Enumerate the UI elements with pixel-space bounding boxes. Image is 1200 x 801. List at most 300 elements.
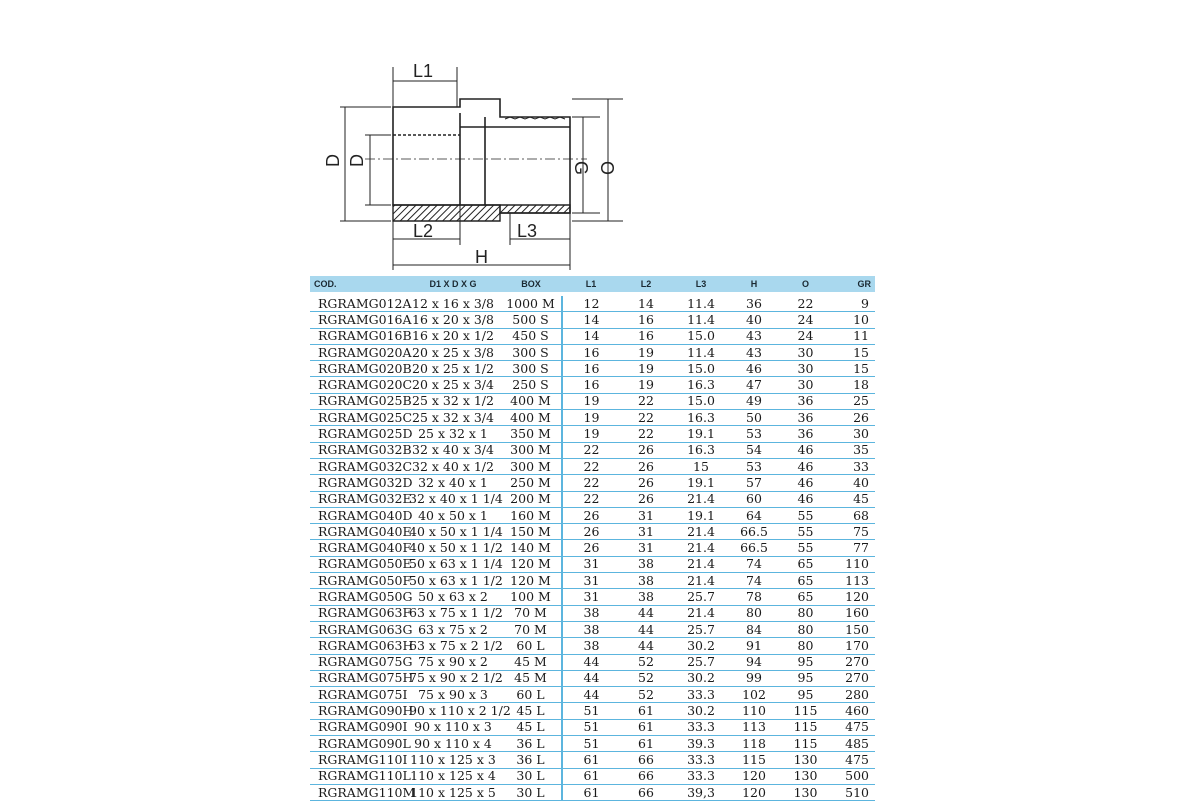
cell-o: 55 <box>778 524 833 540</box>
cell-l1: 16 <box>562 361 620 377</box>
table-row <box>310 687 875 703</box>
table-header-row <box>310 276 875 294</box>
cell-box: 350 M <box>500 426 562 442</box>
cell-l3: 33.3 <box>672 768 730 784</box>
cell-l1: 12 <box>562 294 620 312</box>
cell-l3: 21.4 <box>672 605 730 621</box>
cell-box: 300 S <box>500 361 562 377</box>
cell-l1: 38 <box>562 621 620 637</box>
cell-l3: 33.3 <box>672 719 730 735</box>
label-o: O <box>597 161 617 176</box>
table-row <box>310 638 875 654</box>
table-row <box>310 703 875 719</box>
cell-code: RGRAMG032B <box>310 442 406 458</box>
cell-box: 45 L <box>500 719 562 735</box>
cell-code: RGRAMG110L <box>310 768 406 784</box>
cell-code: RGRAMG040F <box>310 540 406 556</box>
cell-l2: 38 <box>620 573 672 589</box>
cell-gr: 68 <box>833 507 875 523</box>
label-g: G <box>571 161 591 176</box>
cell-o: 30 <box>778 377 833 393</box>
cell-box: 160 M <box>500 507 562 523</box>
cell-gr: 11 <box>833 328 875 344</box>
cell-o: 46 <box>778 458 833 474</box>
cell-l2: 31 <box>620 540 672 556</box>
cell-h: 36 <box>730 294 778 312</box>
cell-dimensions: 25 x 32 x 3/4 <box>406 410 500 426</box>
table-row <box>310 670 875 686</box>
cell-dimensions: 25 x 32 x 1/2 <box>406 393 500 409</box>
cell-h: 54 <box>730 442 778 458</box>
cell-l1: 61 <box>562 784 620 800</box>
cell-box: 45 M <box>500 670 562 686</box>
cell-l3: 11.4 <box>672 294 730 312</box>
cell-h: 43 <box>730 344 778 360</box>
cell-l2: 52 <box>620 687 672 703</box>
cell-gr: 150 <box>833 621 875 637</box>
cell-l1: 38 <box>562 638 620 654</box>
cell-code: RGRAMG025B <box>310 393 406 409</box>
cell-box: 30 L <box>500 784 562 800</box>
cell-dimensions: 75 x 90 x 3 <box>406 687 500 703</box>
table-row <box>310 377 875 393</box>
cell-gr: 10 <box>833 312 875 328</box>
cell-o: 22 <box>778 294 833 312</box>
cell-code: RGRAMG063F <box>310 605 406 621</box>
cell-dimensions: 63 x 75 x 2 <box>406 621 500 637</box>
cell-box: 60 L <box>500 687 562 703</box>
cell-l3: 19.1 <box>672 426 730 442</box>
cell-l2: 61 <box>620 703 672 719</box>
cell-l1: 38 <box>562 605 620 621</box>
cell-box: 250 M <box>500 475 562 491</box>
cell-dimensions: 50 x 63 x 1 1/4 <box>406 556 500 572</box>
cell-l2: 52 <box>620 654 672 670</box>
cell-code: RGRAMG075H <box>310 670 406 686</box>
cell-o: 55 <box>778 540 833 556</box>
cell-code: RGRAMG110M <box>310 784 406 800</box>
cell-l3: 30.2 <box>672 703 730 719</box>
table-row <box>310 524 875 540</box>
cell-l3: 21.4 <box>672 573 730 589</box>
cell-dimensions: 20 x 25 x 3/4 <box>406 377 500 393</box>
cell-h: 120 <box>730 768 778 784</box>
cell-dimensions: 75 x 90 x 2 1/2 <box>406 670 500 686</box>
header-gr: GR <box>833 276 875 294</box>
cell-o: 95 <box>778 654 833 670</box>
cell-l3: 39,3 <box>672 784 730 800</box>
cell-l1: 31 <box>562 556 620 572</box>
cell-l3: 30.2 <box>672 670 730 686</box>
cell-dimensions: 20 x 25 x 1/2 <box>406 361 500 377</box>
cell-box: 400 M <box>500 410 562 426</box>
cell-l3: 25.7 <box>672 654 730 670</box>
cell-dimensions: 20 x 25 x 3/8 <box>406 344 500 360</box>
table-row <box>310 312 875 328</box>
cell-box: 150 M <box>500 524 562 540</box>
cell-code: RGRAMG063G <box>310 621 406 637</box>
table-row <box>310 393 875 409</box>
header-dimensions: D1 X D X G <box>406 276 500 294</box>
cell-o: 80 <box>778 621 833 637</box>
cell-dimensions: 50 x 63 x 2 <box>406 589 500 605</box>
cell-l2: 38 <box>620 589 672 605</box>
cell-box: 300 S <box>500 344 562 360</box>
cell-gr: 75 <box>833 524 875 540</box>
cell-o: 65 <box>778 573 833 589</box>
table-row <box>310 475 875 491</box>
cell-l1: 31 <box>562 589 620 605</box>
cell-code: RGRAMG090L <box>310 736 406 752</box>
specification-table <box>310 276 875 801</box>
cell-code: RGRAMG032C <box>310 458 406 474</box>
cell-box: 300 M <box>500 442 562 458</box>
cell-dimensions: 16 x 20 x 1/2 <box>406 328 500 344</box>
cell-h: 46 <box>730 361 778 377</box>
cell-h: 53 <box>730 458 778 474</box>
cell-gr: 170 <box>833 638 875 654</box>
cell-o: 36 <box>778 410 833 426</box>
cell-l2: 19 <box>620 377 672 393</box>
cell-l2: 66 <box>620 752 672 768</box>
cell-code: RGRAMG040E <box>310 524 406 540</box>
table-row <box>310 719 875 735</box>
cell-l2: 66 <box>620 784 672 800</box>
cell-o: 46 <box>778 442 833 458</box>
cell-code: RGRAMG032E <box>310 491 406 507</box>
cell-l2: 19 <box>620 344 672 360</box>
cell-h: 60 <box>730 491 778 507</box>
cell-dimensions: 110 x 125 x 4 <box>406 768 500 784</box>
cell-box: 120 M <box>500 573 562 589</box>
cell-l3: 16.3 <box>672 442 730 458</box>
cell-l1: 19 <box>562 410 620 426</box>
table-row <box>310 344 875 360</box>
cell-l3: 39.3 <box>672 736 730 752</box>
cell-l2: 52 <box>620 670 672 686</box>
cell-o: 36 <box>778 393 833 409</box>
cell-code: RGRAMG075G <box>310 654 406 670</box>
cell-o: 115 <box>778 703 833 719</box>
cell-gr: 485 <box>833 736 875 752</box>
cell-o: 46 <box>778 475 833 491</box>
table-row <box>310 752 875 768</box>
cell-dimensions: 32 x 40 x 1 1/4 <box>406 491 500 507</box>
cell-gr: 25 <box>833 393 875 409</box>
cell-h: 47 <box>730 377 778 393</box>
cell-dimensions: 110 x 125 x 5 <box>406 784 500 800</box>
table-row <box>310 491 875 507</box>
cell-gr: 510 <box>833 784 875 800</box>
cell-o: 95 <box>778 687 833 703</box>
cell-l1: 22 <box>562 458 620 474</box>
cell-box: 300 M <box>500 458 562 474</box>
cell-box: 450 S <box>500 328 562 344</box>
table-row <box>310 458 875 474</box>
cell-box: 70 M <box>500 605 562 621</box>
cell-h: 84 <box>730 621 778 637</box>
cell-h: 64 <box>730 507 778 523</box>
cell-code: RGRAMG110I <box>310 752 406 768</box>
cell-dimensions: 50 x 63 x 1 1/2 <box>406 573 500 589</box>
cell-dimensions: 12 x 16 x 3/8 <box>406 294 500 312</box>
header-box: BOX <box>500 276 562 294</box>
cell-h: 110 <box>730 703 778 719</box>
table-row <box>310 654 875 670</box>
cell-o: 130 <box>778 768 833 784</box>
cell-o: 24 <box>778 312 833 328</box>
label-l3: L3 <box>517 221 538 241</box>
cell-o: 80 <box>778 605 833 621</box>
cell-dimensions: 110 x 125 x 3 <box>406 752 500 768</box>
cell-l3: 33.3 <box>672 687 730 703</box>
cell-code: RGRAMG075I <box>310 687 406 703</box>
cell-dimensions: 40 x 50 x 1 1/4 <box>406 524 500 540</box>
cell-box: 30 L <box>500 768 562 784</box>
cell-gr: 500 <box>833 768 875 784</box>
cell-l1: 19 <box>562 426 620 442</box>
cell-gr: 40 <box>833 475 875 491</box>
cell-gr: 475 <box>833 752 875 768</box>
cell-l2: 38 <box>620 556 672 572</box>
cell-h: 40 <box>730 312 778 328</box>
cell-box: 70 M <box>500 621 562 637</box>
cell-l1: 44 <box>562 670 620 686</box>
cell-o: 30 <box>778 344 833 360</box>
cell-l3: 21.4 <box>672 556 730 572</box>
cell-gr: 270 <box>833 670 875 686</box>
cell-l1: 16 <box>562 377 620 393</box>
cell-h: 113 <box>730 719 778 735</box>
cell-code: RGRAMG063H <box>310 638 406 654</box>
cell-dimensions: 25 x 32 x 1 <box>406 426 500 442</box>
table-row <box>310 426 875 442</box>
cell-h: 57 <box>730 475 778 491</box>
cell-h: 78 <box>730 589 778 605</box>
cell-h: 102 <box>730 687 778 703</box>
cell-o: 130 <box>778 752 833 768</box>
cell-box: 500 S <box>500 312 562 328</box>
cell-box: 140 M <box>500 540 562 556</box>
cell-box: 100 M <box>500 589 562 605</box>
table-row <box>310 573 875 589</box>
table-row <box>310 605 875 621</box>
cell-l3: 15 <box>672 458 730 474</box>
cell-h: 50 <box>730 410 778 426</box>
cell-gr: 475 <box>833 719 875 735</box>
cell-l1: 61 <box>562 768 620 784</box>
label-d-inner: D <box>347 154 367 167</box>
cell-l2: 61 <box>620 719 672 735</box>
cell-l1: 51 <box>562 703 620 719</box>
cell-l2: 26 <box>620 491 672 507</box>
cell-code: RGRAMG020A <box>310 344 406 360</box>
cell-code: RGRAMG016A <box>310 312 406 328</box>
cell-l1: 44 <box>562 654 620 670</box>
cell-l3: 25.7 <box>672 589 730 605</box>
fitting-technical-drawing <box>325 55 625 275</box>
cell-l2: 44 <box>620 638 672 654</box>
cell-l1: 26 <box>562 507 620 523</box>
cell-o: 36 <box>778 426 833 442</box>
cell-dimensions: 32 x 40 x 1/2 <box>406 458 500 474</box>
cell-box: 1000 M <box>500 294 562 312</box>
cell-l3: 33.3 <box>672 752 730 768</box>
cell-gr: 120 <box>833 589 875 605</box>
cell-l1: 31 <box>562 573 620 589</box>
cell-o: 115 <box>778 736 833 752</box>
cell-l3: 19.1 <box>672 475 730 491</box>
cell-code: RGRAMG016B <box>310 328 406 344</box>
cell-l3: 15.0 <box>672 393 730 409</box>
cell-l2: 26 <box>620 458 672 474</box>
cell-l1: 22 <box>562 442 620 458</box>
cell-o: 80 <box>778 638 833 654</box>
cell-h: 120 <box>730 784 778 800</box>
cell-l1: 51 <box>562 719 620 735</box>
cell-h: 66.5 <box>730 524 778 540</box>
cell-l2: 31 <box>620 507 672 523</box>
table-row <box>310 361 875 377</box>
cell-l2: 61 <box>620 736 672 752</box>
cell-code: RGRAMG090I <box>310 719 406 735</box>
table-row <box>310 784 875 800</box>
cell-l3: 11.4 <box>672 344 730 360</box>
cell-dimensions: 75 x 90 x 2 <box>406 654 500 670</box>
cell-code: RGRAMG025C <box>310 410 406 426</box>
cell-h: 118 <box>730 736 778 752</box>
cell-o: 95 <box>778 670 833 686</box>
cell-l1: 22 <box>562 491 620 507</box>
header-h: H <box>730 276 778 294</box>
cell-l1: 26 <box>562 540 620 556</box>
cell-l2: 22 <box>620 393 672 409</box>
cell-gr: 15 <box>833 344 875 360</box>
cell-h: 80 <box>730 605 778 621</box>
cell-h: 99 <box>730 670 778 686</box>
cell-o: 115 <box>778 719 833 735</box>
header-l2: L2 <box>620 276 672 294</box>
cell-l1: 51 <box>562 736 620 752</box>
cell-h: 74 <box>730 573 778 589</box>
cell-gr: 280 <box>833 687 875 703</box>
cell-h: 53 <box>730 426 778 442</box>
cell-l3: 21.4 <box>672 491 730 507</box>
cell-gr: 45 <box>833 491 875 507</box>
cell-l2: 16 <box>620 312 672 328</box>
cell-box: 200 M <box>500 491 562 507</box>
cell-dimensions: 40 x 50 x 1 <box>406 507 500 523</box>
cell-l1: 16 <box>562 344 620 360</box>
cell-gr: 35 <box>833 442 875 458</box>
cell-gr: 26 <box>833 410 875 426</box>
cell-box: 400 M <box>500 393 562 409</box>
cell-dimensions: 16 x 20 x 3/8 <box>406 312 500 328</box>
cell-code: RGRAMG020C <box>310 377 406 393</box>
cell-h: 74 <box>730 556 778 572</box>
cell-code: RGRAMG012A <box>310 294 406 312</box>
cell-h: 66.5 <box>730 540 778 556</box>
cell-dimensions: 63 x 75 x 1 1/2 <box>406 605 500 621</box>
cell-l2: 19 <box>620 361 672 377</box>
cell-h: 49 <box>730 393 778 409</box>
cell-code: RGRAMG032D <box>310 475 406 491</box>
cell-box: 36 L <box>500 736 562 752</box>
cell-dimensions: 90 x 110 x 2 1/2 <box>406 703 500 719</box>
label-d-outer: D <box>323 154 343 167</box>
cell-code: RGRAMG050E <box>310 556 406 572</box>
header-code: COD. <box>310 276 406 294</box>
cell-h: 43 <box>730 328 778 344</box>
label-l1: L1 <box>413 61 434 81</box>
cell-dimensions: 32 x 40 x 1 <box>406 475 500 491</box>
cell-l2: 26 <box>620 475 672 491</box>
cell-h: 91 <box>730 638 778 654</box>
cell-box: 120 M <box>500 556 562 572</box>
table-row <box>310 589 875 605</box>
cell-l2: 44 <box>620 605 672 621</box>
cell-code: RGRAMG090H <box>310 703 406 719</box>
cell-dimensions: 63 x 75 x 2 1/2 <box>406 638 500 654</box>
cell-gr: 77 <box>833 540 875 556</box>
table-row <box>310 621 875 637</box>
table-row <box>310 768 875 784</box>
label-h: H <box>475 247 488 267</box>
cell-gr: 270 <box>833 654 875 670</box>
table-row <box>310 328 875 344</box>
cell-o: 46 <box>778 491 833 507</box>
table-row <box>310 540 875 556</box>
cell-gr: 160 <box>833 605 875 621</box>
cell-gr: 460 <box>833 703 875 719</box>
cell-l2: 22 <box>620 426 672 442</box>
cell-l2: 44 <box>620 621 672 637</box>
cell-gr: 30 <box>833 426 875 442</box>
cell-l3: 30.2 <box>672 638 730 654</box>
cell-code: RGRAMG025D <box>310 426 406 442</box>
cell-h: 115 <box>730 752 778 768</box>
cell-box: 45 L <box>500 703 562 719</box>
cell-l1: 61 <box>562 752 620 768</box>
cell-gr: 18 <box>833 377 875 393</box>
cell-o: 30 <box>778 361 833 377</box>
table-row <box>310 736 875 752</box>
cell-code: RGRAMG050F <box>310 573 406 589</box>
cell-l3: 15.0 <box>672 328 730 344</box>
cell-l1: 22 <box>562 475 620 491</box>
cell-l2: 26 <box>620 442 672 458</box>
cell-gr: 113 <box>833 573 875 589</box>
table-row <box>310 442 875 458</box>
header-o: O <box>778 276 833 294</box>
cell-l3: 21.4 <box>672 524 730 540</box>
cell-o: 130 <box>778 784 833 800</box>
cell-l2: 31 <box>620 524 672 540</box>
cell-box: 60 L <box>500 638 562 654</box>
table-row <box>310 507 875 523</box>
cell-l3: 25.7 <box>672 621 730 637</box>
cell-l3: 19.1 <box>672 507 730 523</box>
cell-l1: 14 <box>562 328 620 344</box>
table-row <box>310 410 875 426</box>
cell-l1: 19 <box>562 393 620 409</box>
header-l3: L3 <box>672 276 730 294</box>
cell-l3: 21.4 <box>672 540 730 556</box>
cell-dimensions: 90 x 110 x 4 <box>406 736 500 752</box>
cell-l3: 11.4 <box>672 312 730 328</box>
cell-o: 65 <box>778 556 833 572</box>
cell-gr: 33 <box>833 458 875 474</box>
